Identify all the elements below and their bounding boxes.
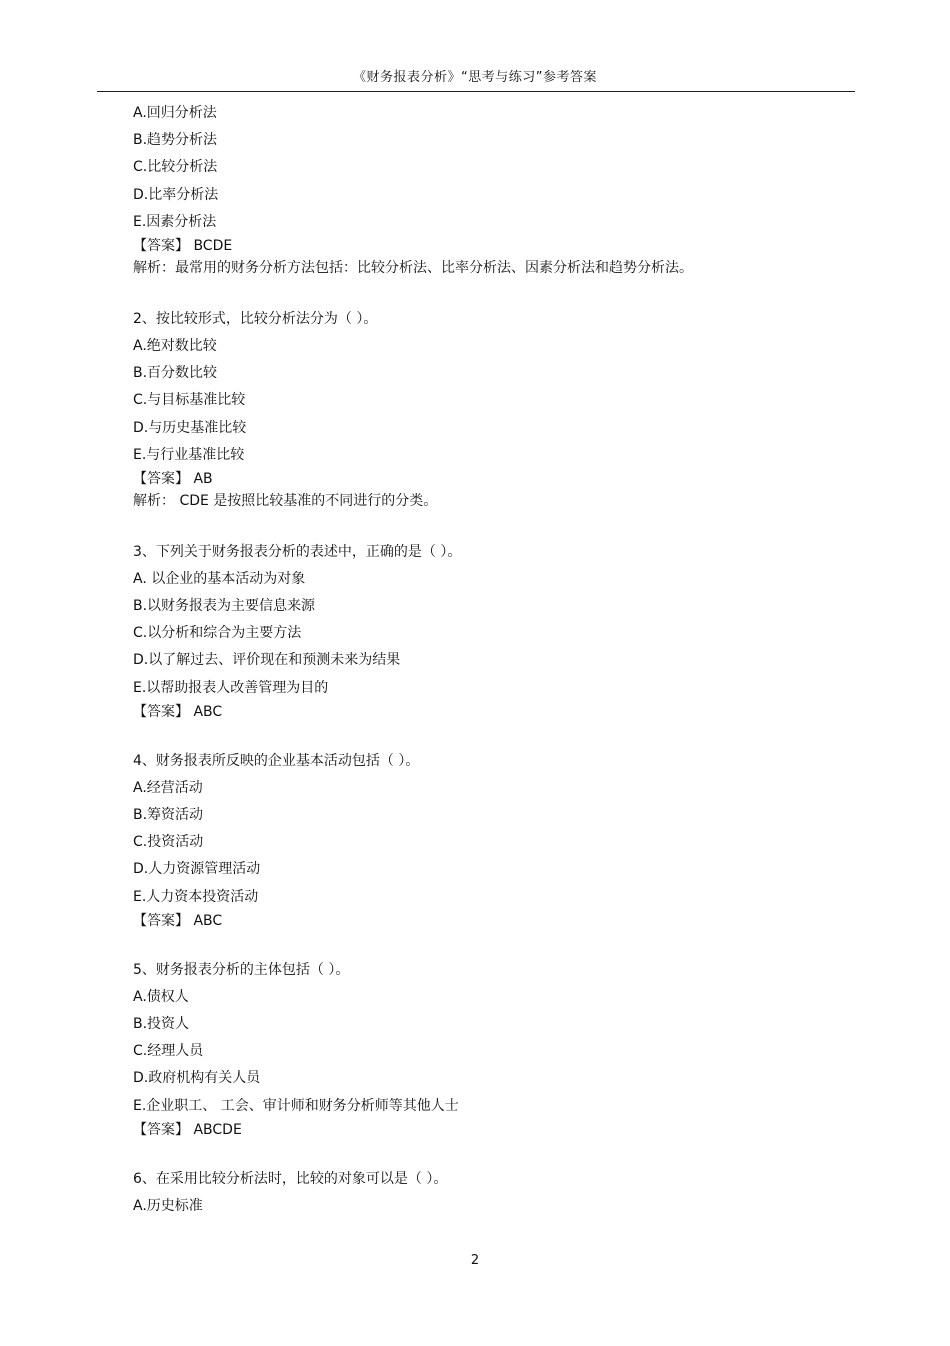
- option-e: E.因素分析法: [133, 213, 217, 230]
- question-block-3: [133, 539, 853, 723]
- option-b: B.趋势分析法: [133, 132, 218, 149]
- option-c: C.以分析和综合为主要方法: [133, 625, 302, 642]
- answer: 【答案】 ABC: [133, 703, 223, 720]
- option-c: C.与目标基准比较: [133, 392, 246, 409]
- option-d: D.比率分析法: [133, 186, 219, 203]
- page-header: 《财务报表分析》“思考与练习”参考答案: [353, 70, 597, 85]
- spacer: [133, 723, 853, 748]
- spacer: [133, 512, 853, 539]
- option-e: E.与行业基准比较: [133, 446, 245, 463]
- spacer: [133, 1141, 853, 1166]
- question-text: 3、下列关于财务报表分析的表述中，正确的是（ ）。: [133, 543, 462, 560]
- option-d: D.人力资源管理活动: [133, 861, 261, 878]
- header-rule: [97, 91, 855, 92]
- option-a: A.债权人: [133, 988, 189, 1005]
- option-b: B.百分数比较: [133, 365, 218, 382]
- option-e: E.以帮助报表人改善管理为目的: [133, 679, 329, 696]
- answer: 【答案】 AB: [133, 470, 213, 487]
- option-a: A.历史标准: [133, 1197, 203, 1214]
- option-a: A. 以企业的基本活动为对象: [133, 570, 306, 587]
- option-c: C.投资活动: [133, 834, 204, 851]
- question-block-6: [133, 1166, 853, 1220]
- analysis: 解析： CDE 是按照比较基准的不同进行的分类。: [133, 492, 438, 509]
- option-a: A.绝对数比较: [133, 337, 217, 354]
- option-c: C.经理人员: [133, 1043, 204, 1060]
- question-text: 2、按比较形式，比较分析法分为（ ）。: [133, 310, 378, 327]
- answer: 【答案】 ABC: [133, 912, 223, 929]
- spacer: [133, 279, 853, 306]
- question-text: 6、在采用比较分析法时，比较的对象可以是（ ）。: [133, 1170, 448, 1187]
- option-a: A.经营活动: [133, 779, 203, 796]
- question-block-2: [133, 306, 853, 512]
- document-body: [133, 100, 853, 1220]
- analysis: 解析：最常用的财务分析方法包括：比较分析法、比率分析法、因素分析法和趋势分析法。: [133, 259, 693, 276]
- option-c: C.比较分析法: [133, 159, 218, 176]
- option-b: B.筹资活动: [133, 807, 204, 823]
- option-d: D.以了解过去、评价现在和预测未来为结果: [133, 652, 401, 669]
- option-e: E.人力资本投资活动: [133, 888, 259, 905]
- page-number: 2: [470, 1253, 480, 1268]
- option-a: A.回归分析法: [133, 105, 217, 121]
- question-block-5: [133, 957, 853, 1141]
- option-d: D.与历史基准比较: [133, 419, 247, 436]
- option-b: B.投资人: [133, 1015, 190, 1032]
- question-text: 4、财务报表所反映的企业基本活动包括（ ）。: [133, 752, 420, 769]
- option-e: E.企业职工、 工会、审计师和财务分析师等其他人士: [133, 1097, 459, 1114]
- question-block-1: [133, 100, 853, 279]
- question-text: 5、财务报表分析的主体包括（ ）。: [133, 961, 350, 978]
- spacer: [133, 932, 853, 957]
- question-block-4: [133, 748, 853, 932]
- option-b: B.以财务报表为主要信息来源: [133, 598, 316, 615]
- answer: 【答案】 BCDE: [133, 237, 233, 254]
- answer: 【答案】 ABCDE: [133, 1121, 242, 1138]
- option-d: D.政府机构有关人员: [133, 1070, 261, 1087]
